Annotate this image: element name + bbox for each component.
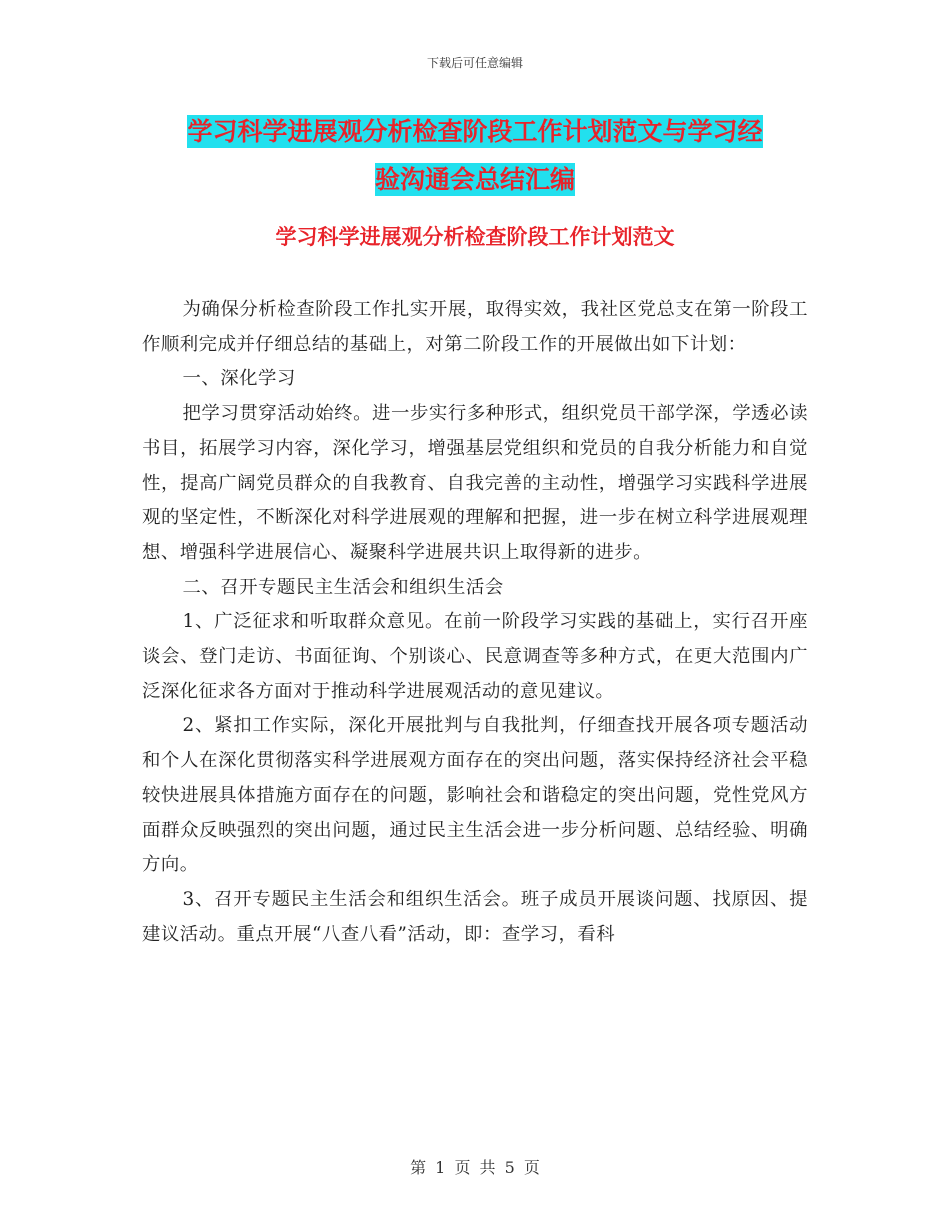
paragraph-heading: 一、深化学习 bbox=[182, 368, 296, 390]
title-line-1: 学习科学进展观分析检查阶段工作计划范文与学习经 bbox=[187, 117, 763, 146]
header-note: 下载后可任意编辑 bbox=[426, 56, 523, 70]
paragraph: 3、召开专题民主生活会和组织生活会。班子成员开展谈问题、找原因、提建议活动。重点开展“八查八看”活动，即：查学习，看科 bbox=[142, 888, 808, 945]
paragraph: 把学习贯穿活动始终。进一步实行多种形式，组织党员干部学深，学透必读书目，拓展学习内容，深化学习，增强基层党组织和党员的自我分析能力和自觉性，提高广阔党员群众的自我教育、自我完善的主动性，增强学习实践科学进展观的坚定性，不断深化对科学进展观的理解和把握，进一步在树立科学进展观理想、增强科学进展信心、凝聚科学进展共识上取得新的进步。 bbox=[142, 403, 808, 563]
paragraph: 2、紧扣工作实际，深化开展批判与自我批判，仔细查找开展各项专题活动和个人在深化贯彻落实科学进展观方面存在的突出问题，落实保持经济社会平稳较快进展具体措施方面存在的问题，影响社会和谐稳定的突出问题，党性党风方面群众反映强烈的突出问题，通过民主生活会进一步分析问题、总结经验、明确方向。 bbox=[142, 715, 808, 876]
paragraph: 1、广泛征求和听取群众意见。在前一阶段学习实践的基础上，实行召开座谈会、登门走访、书面征询、个别谈心、民意调查等多种方式，在更大范围内广泛深化征求各方面对于推动科学进展观活动的意见建议。 bbox=[142, 611, 808, 702]
document-body bbox=[142, 293, 808, 952]
page-number: 第 1 页 共 5 页 bbox=[410, 1158, 540, 1177]
title-line-2: 验沟通会总结汇编 bbox=[374, 165, 575, 194]
section-title: 学习科学进展观分析检查阶段工作计划范文 bbox=[275, 224, 675, 249]
paragraph-heading: 二、召开专题民主生活会和组织生活会 bbox=[182, 576, 504, 598]
document-title bbox=[140, 108, 810, 204]
paragraph: 为确保分析检查阶段工作扎实开展，取得实效，我社区党总支在第一阶段工作顺利完成并仔细总结的基础上，对第二阶段工作的开展做出如下计划： bbox=[142, 299, 808, 355]
